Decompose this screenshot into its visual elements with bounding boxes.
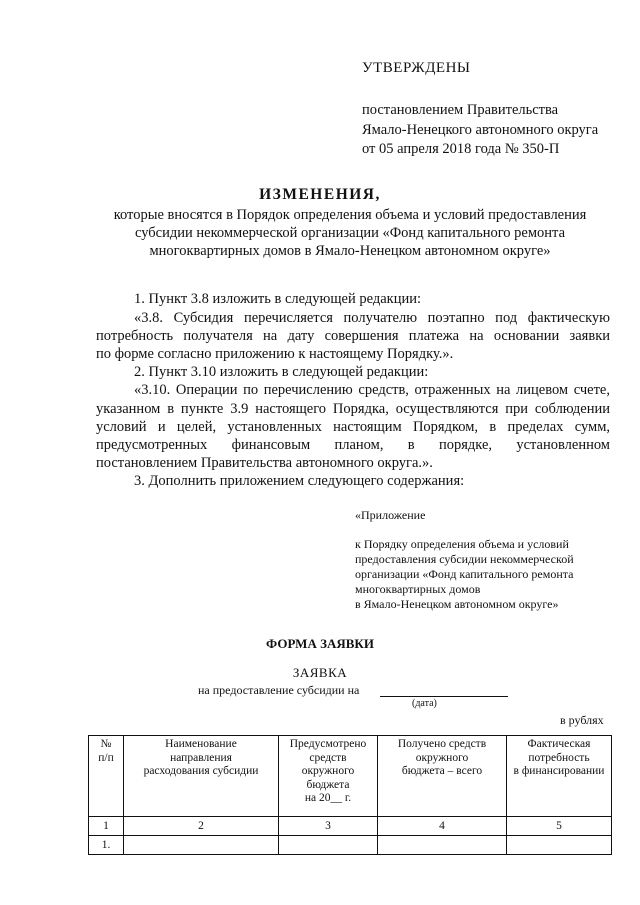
subheading-line-2: субсидии некоммерческой организации «Фонд капитального ремонта: [134, 225, 565, 241]
column-number-cell: 2: [124, 817, 279, 836]
appendix-line-4: многоквартирных домов: [355, 582, 481, 596]
header-text: окружного: [415, 751, 469, 764]
approval-title: УТВЕРЖДЕНЫ: [362, 60, 471, 76]
header-text: средств: [309, 751, 347, 764]
document-heading: ИЗМЕНЕНИЯ,: [259, 186, 381, 203]
header-text: направления: [170, 751, 232, 764]
table-cell: [124, 836, 279, 855]
header-text: Фактическая: [527, 738, 591, 750]
request-form-table: [88, 735, 612, 855]
body-line-10: постановлением Правительства автономного округа.».: [96, 455, 433, 471]
date-blank-line: [380, 696, 508, 697]
header-text: №: [100, 738, 112, 750]
units-label: в рублях: [560, 713, 604, 727]
column-number-cell: 5: [507, 817, 612, 836]
table-cell: [378, 836, 507, 855]
table-row: [89, 836, 612, 855]
header-cell-received: [378, 736, 507, 817]
header-text: Наименование: [165, 738, 237, 750]
header-cell-number: [89, 736, 124, 817]
header-text: потребность: [528, 751, 590, 764]
body-line-6: «3.10. Операции по перечислению средств, отраженных на лицевом счете,: [134, 382, 610, 398]
appendix-line-2: предоставления субсидии некоммерческой: [355, 552, 574, 566]
approval-line-3: от 05 апреля 2018 года № 350-П: [362, 141, 560, 157]
body-line-1: 1. Пункт 3.8 изложить в следующей редакции:: [134, 291, 422, 307]
appendix-line-3: организации «Фонд капитального ремонта: [355, 567, 574, 581]
header-text: Получено средств: [397, 738, 487, 750]
header-text: Предусмотрено: [289, 738, 367, 750]
appendix-label: «Приложение: [355, 508, 426, 522]
column-number-cell: 1: [89, 817, 124, 836]
body-line-8: условий и целей, установленных настоящим Порядком, в пределах сумм,: [96, 419, 610, 435]
header-text: на 20__ г.: [304, 792, 352, 805]
header-cell-direction: [124, 736, 279, 817]
header-text: в финансировании: [513, 765, 605, 778]
body-line-2: «3.8. Субсидия перечисляется получателю поэтапно под фактическую: [134, 310, 610, 326]
header-text: бюджета – всего: [401, 765, 483, 778]
body-line-11: 3. Дополнить приложением следующего содержания:: [134, 473, 465, 489]
table-cell: [279, 836, 378, 855]
header-cell-planned: [279, 736, 378, 817]
header-text: бюджета: [306, 778, 350, 791]
request-title: ЗАЯВКА: [292, 665, 348, 680]
body-line-7: указанном в пункте 3.9 настоящего Порядка, осуществляются при соблюдении: [96, 401, 610, 417]
subheading-line-3: многоквартирных домов в Ямало-Ненецком автономном округе»: [149, 243, 551, 259]
subsidy-line: на предоставление субсидии на: [198, 683, 360, 697]
form-title: ФОРМА ЗАЯВКИ: [266, 636, 374, 651]
column-number-cell: 4: [378, 817, 507, 836]
row-number-cell: 1.: [89, 836, 124, 855]
body-line-9: предусмотренных финансовым планом, в порядке, установленном: [96, 437, 610, 453]
appendix-line-1: к Порядку определения объема и условий: [355, 537, 569, 551]
table-header-row: [89, 736, 612, 817]
subheading-line-1: которые вносятся в Порядок определения объема и условий предоставления: [113, 207, 587, 223]
appendix-line-5: в Ямало-Ненецком автономном округе»: [355, 597, 559, 611]
body-line-4: по форме согласно приложению к настоящему Порядку.».: [96, 346, 454, 362]
column-number-row: [89, 817, 612, 836]
approval-line-1: постановлением Правительства: [362, 102, 559, 118]
body-line-3: потребность получателя на дату совершения платежа на основании заявки: [96, 328, 610, 344]
header-text: п/п: [98, 751, 114, 764]
header-cell-actual-need: [507, 736, 612, 817]
column-number-cell: 3: [279, 817, 378, 836]
date-label: (дата): [412, 698, 437, 709]
table-cell: [507, 836, 612, 855]
header-text: расходования субсидии: [143, 765, 259, 778]
approval-line-2: Ямало-Ненецкого автономного округа: [362, 122, 599, 138]
header-text: окружного: [301, 765, 355, 778]
body-line-5: 2. Пункт 3.10 изложить в следующей редакции:: [134, 364, 429, 380]
